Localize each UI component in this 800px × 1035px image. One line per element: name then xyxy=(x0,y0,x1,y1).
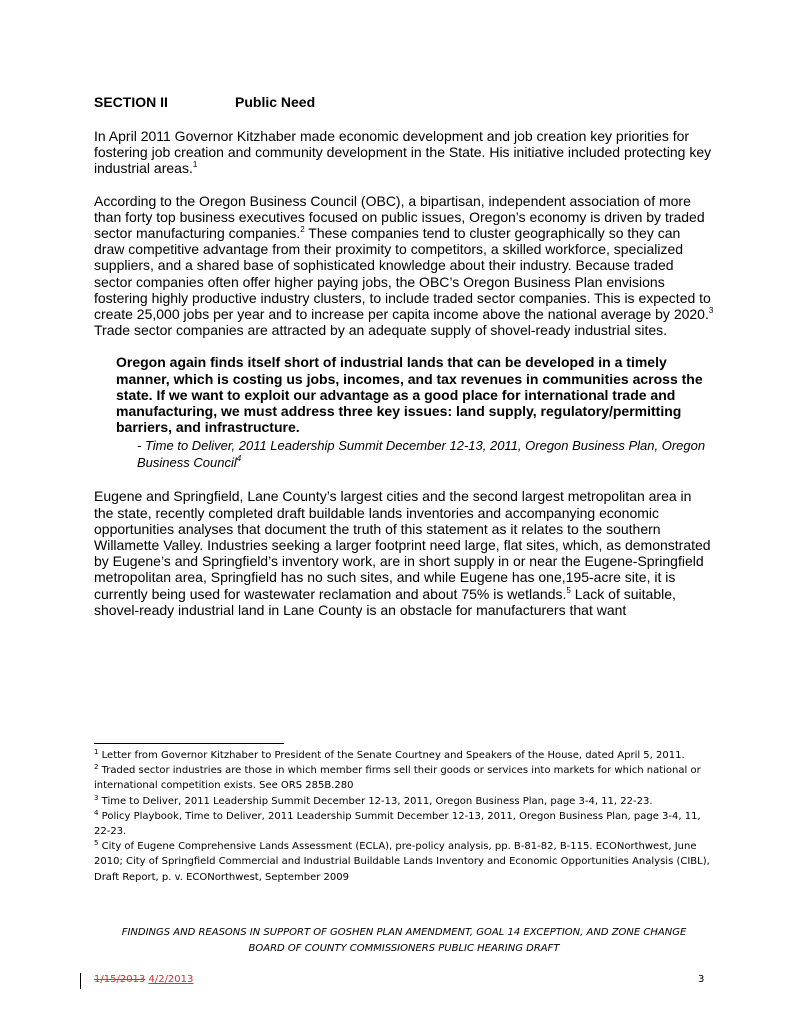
footnote-separator xyxy=(94,743,284,744)
revision-dates xyxy=(94,974,193,985)
paragraph-2 xyxy=(94,193,714,339)
section-title: Public Need xyxy=(235,94,316,110)
date-deleted: 1/15/2013 xyxy=(94,974,146,985)
main-content xyxy=(94,94,714,634)
footnote-text: City of Eugene Comprehensive Lands Assessment (ECLA), pre-policy analysis, pp. B-81-82, B-115. ECONorthwest, June 2010; City of Springfield Commercial and Industrial Buildable Lands Inventory and Economic Opportunities Analysis (CIBL), Draft Report, p. v. ECONorthwest, September 2009 xyxy=(94,841,710,883)
paragraph-3 xyxy=(94,488,714,618)
section-number: SECTION II xyxy=(94,94,168,110)
footnote xyxy=(94,763,714,793)
footnote-number: 1 xyxy=(94,748,99,756)
footnote-text: Policy Playbook, Time to Deliver, 2011 Leadership Summit December 12-13, 2011, Oregon Business Plan, page 3-4, 11, 22-23. xyxy=(94,810,701,838)
footer-line-1: FINDINGS AND REASONS IN SUPPORT OF GOSHEN PLAN AMENDMENT, GOAL 14 EXCEPTION, AND ZONE CHANGE xyxy=(121,927,687,938)
footnotes xyxy=(94,748,714,885)
footnote-ref-2[interactable]: 2 xyxy=(300,225,305,235)
footnote xyxy=(94,794,714,809)
footer-line-2: BOARD OF COUNTY COMMISSIONERS PUBLIC HEARING DRAFT xyxy=(248,943,560,954)
footnote xyxy=(94,839,714,885)
footnote xyxy=(94,748,714,763)
paragraph-2-text-b: These companies tend to cluster geographically so they can draw competitive advantage from their proximity to competitors, a skilled workforce, specialized suppliers, and a shared base of sophisticated knowledge about their industry. Because traded sector companies often offer higher paying jobs, the OBC’s Oregon Business Plan envisions fostering highly productive industry clusters, to include traded sector companies. This is expected to create 25,000 jobs per year and to increase per capita income above the national average by 2020. xyxy=(94,225,711,323)
block-quote xyxy=(116,354,716,471)
quote-source xyxy=(137,437,716,471)
footnote-ref-1[interactable]: 1 xyxy=(192,160,198,170)
footnote-ref-5[interactable]: 5 xyxy=(566,585,571,595)
paragraph-1 xyxy=(94,128,714,177)
footnote-text: Letter from Governor Kitzhaber to President of the Senate Courtney and Speakers of the House, dated April 5, 2011. xyxy=(101,750,685,761)
page-number: 3 xyxy=(698,974,705,985)
quote-text: Oregon again finds itself short of industrial lands that can be developed in a timely manner, which is costing us jobs, incomes, and tax revenues in communities across the state. If we want to exploit our advantage as a good place for international trade and manufacturing, we must address three key issues: land supply, regulatory/permitting barriers, and infrastructure. xyxy=(116,354,703,436)
paragraph-1-text: In April 2011 Governor Kitzhaber made economic development and job creation key priorities for fostering job creation and community development in the State. His initiative included protecting key industrial areas. xyxy=(94,128,712,177)
footnote-text: Traded sector industries are those in which member firms sell their goods or services into markets for which national or international competition exists. See ORS 285B.280 xyxy=(94,765,701,792)
footnote-number: 5 xyxy=(94,839,99,848)
footnote-number: 4 xyxy=(94,808,99,817)
paragraph-3-text-a: Eugene and Springfield, Lane County’s largest cities and the second largest metropolitan area in the state, recently completed draft buildable lands inventories and accompanying economic opportunities analyses that document the truth of this statement as it relates to the southern Willamette Valley. Industries seeking a larger footprint need large, flat sites, which, as demonstrated by Eugene’s and Springfield’s inventory work, are in short supply in or near the Eugene-Springfield metropolitan area, Springfield has no such sites, and while Eugene has one,195-acre site, it is currently being used for wastewater reclamation and about 75% is wetlands. xyxy=(94,488,711,602)
footnote-ref-3[interactable]: 3 xyxy=(708,306,714,316)
paragraph-2-text-a: According to the Oregon Business Council (OBC), a bipartisan, independent association of more than forty top business executives focused on public issues, Oregon’s economy is driven by traded sector manufacturing companies. xyxy=(94,192,705,242)
date-inserted: 4/2/2013 xyxy=(148,974,194,985)
footnote xyxy=(94,809,714,839)
revision-bar xyxy=(80,973,81,989)
quote-source-text: - Time to Deliver, 2011 Leadership Summit December 12-13, 2011, Oregon Business Plan, Oregon Business Council xyxy=(137,438,706,471)
footnote-text: Time to Deliver, 2011 Leadership Summit December 12-13, 2011, Oregon Business Plan, page 3-4, 11, 22-23. xyxy=(101,795,653,807)
paragraph-2-text-c: Trade sector companies are attracted by an adequate supply of shovel-ready industrial sites. xyxy=(94,322,668,339)
page-footer xyxy=(94,925,714,957)
paragraph-3-text-b: Lack of suitable, shovel-ready industrial land in Lane County is an obstacle for manufacturers that want xyxy=(94,585,676,618)
footnote-ref-4[interactable]: 4 xyxy=(236,454,242,464)
footnote-number: 3 xyxy=(94,793,99,802)
section-heading xyxy=(94,94,714,111)
footnote-number: 2 xyxy=(94,763,99,772)
